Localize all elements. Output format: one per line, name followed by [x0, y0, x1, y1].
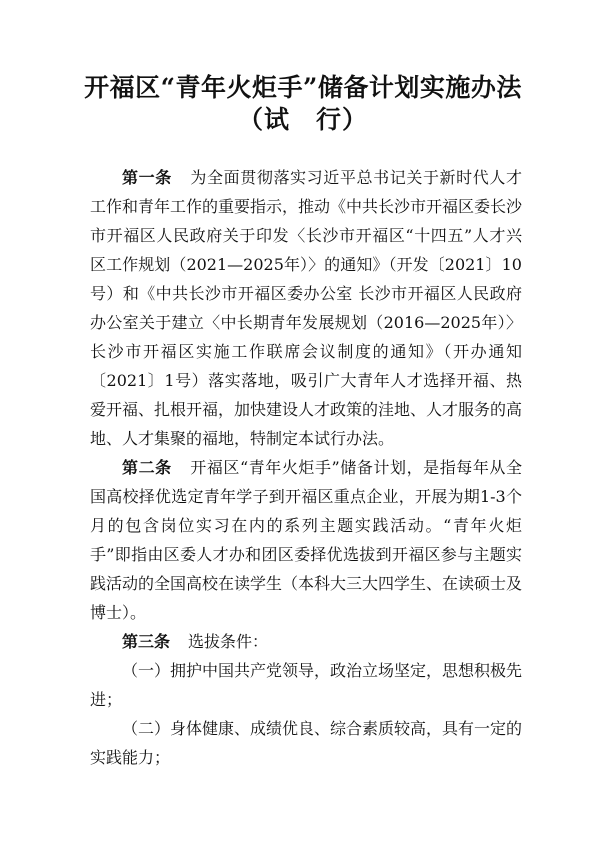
- document-subtitle: （试 行）: [237, 105, 368, 134]
- document-body: [90, 163, 522, 772]
- condition-1: （一）拥护中国共产党领导，政治立场坚定，思想积极先进；: [90, 661, 523, 709]
- article-1-label: 第一条: [122, 168, 172, 187]
- article-2-label: 第二条: [122, 458, 172, 477]
- article-1: [90, 163, 522, 453]
- article-3-text: 选拔条件：: [188, 632, 269, 651]
- article-3-label: 第三条: [122, 632, 171, 651]
- article-2-text: 开福区“青年火炬手”储备计划，是指每年从全国高校择优选定青年学子到开福区重点企业，开展为期1-3个月的包含岗位实习在内的系列主题实践活动。“青年火炬手”即指由区委人才办和团区委择优选拔到开福区参与主题实践活动的全国高校在读学生（本科大三大四学生、在读硕士及博士）。: [90, 458, 523, 622]
- condition-2: （二）身体健康、成绩优良、综合素质较高，具有一定的实践能力；: [90, 719, 523, 767]
- article-1-text: 为全面贯彻落实习近平总书记关于新时代人才工作和青年工作的重要指示，推动《中共长沙市开福区委长沙市开福区人民政府关于印发〈长沙市开福区“十四五”人才兴区工作规划（2021—2025年）〉的通知》（开发〔2021〕10号）和《中共长沙市开福区委办公室 长沙市开福区人民政府办公室关于建立〈中长期青年发展规划（2016—2025年）〉长沙市开福区实施工作联席会议制度的通知》（开办通知〔2021〕1号）落实落地，吸引广大青年人才选择开福、热爱开福、扎根开福，加快建设人才政策的洼地、人才服务的高地、人才集聚的福地，特制定本试行办法。: [90, 168, 523, 448]
- article-2: [90, 453, 522, 627]
- article-3: [90, 627, 522, 656]
- document-title: 开福区“青年火炬手”储备计划实施办法: [84, 73, 522, 102]
